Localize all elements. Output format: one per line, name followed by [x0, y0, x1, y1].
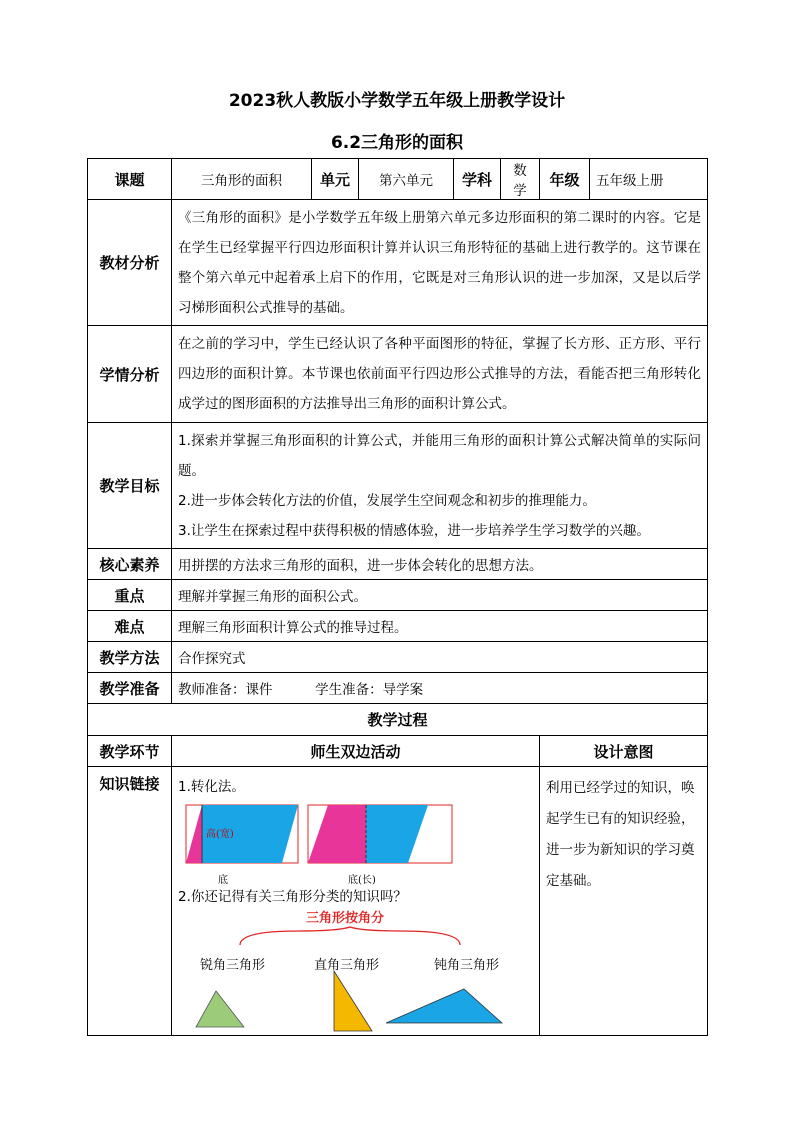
- core-row: [88, 549, 708, 580]
- key-row: [88, 580, 708, 611]
- fig1-base-label: 底: [218, 875, 228, 886]
- method-row: [88, 642, 708, 673]
- topic-value: 三角形的面积: [172, 159, 312, 200]
- grade-label: 年级: [540, 159, 590, 200]
- difficult-text: 理解三角形面积计算公式的推导过程。: [172, 611, 708, 642]
- right-triangle: [334, 971, 372, 1031]
- fig1-pink-triangle: [186, 805, 202, 863]
- grade-value: 五年级上册: [590, 159, 708, 200]
- difficult-label: 难点: [88, 611, 172, 642]
- triangle-classification-figure: [178, 907, 538, 1033]
- unit-value: 第六单元: [359, 159, 454, 200]
- col-activity: 师生双边活动: [172, 736, 540, 767]
- learner-label: 学情分析: [88, 326, 172, 423]
- col-intent: 设计意图: [540, 736, 708, 767]
- fig2-pink-shape: [308, 805, 366, 863]
- method-label: 教学方法: [88, 642, 172, 673]
- prep-row: [88, 673, 708, 704]
- fig2-blue-shape: [366, 805, 428, 863]
- learner-text: 在之前的学习中，学生已经认识了各种平面图形的特征，掌握了长方形、正方形、平行四边形的面积计算。本节课也依前面平行四边形公式推导的方法，看能否把三角形转化成学过的图形面积的方法推导出三角形的面积计算公式。: [172, 326, 708, 423]
- lesson-plan-table: [87, 158, 708, 1036]
- obtuse-label: 钝角三角形: [434, 958, 500, 973]
- intent-text: 利用已经学过的知识，唤起学生已有的知识经验，进一步为新知识的学习奠定基础。: [540, 767, 708, 1036]
- prep-label: 教学准备: [88, 673, 172, 704]
- subject-label: 学科: [454, 159, 501, 200]
- core-label: 核心素养: [88, 549, 172, 580]
- knowledge-row: [88, 767, 708, 1036]
- classify-brace: [240, 927, 460, 945]
- fig2-base-label: 底(长): [348, 875, 376, 886]
- conversion-figures: [178, 799, 546, 889]
- item-conversion: 1.转化法。: [178, 779, 245, 795]
- goal-3: 3.让学生在探索过程中获得积极的情感体验，进一步培养学生学习数学的兴趣。: [178, 522, 650, 539]
- topic-label: 课题: [88, 159, 172, 200]
- process-title: 教学过程: [88, 704, 708, 736]
- acute-label: 锐角三角形: [200, 958, 266, 973]
- learner-row: [88, 326, 708, 423]
- unit-label: 单元: [312, 159, 359, 200]
- method-text: 合作探究式: [172, 642, 708, 673]
- info-row: [88, 159, 708, 200]
- difficult-row: [88, 611, 708, 642]
- core-text: 用拼摆的方法求三角形的面积，进一步体会转化的思想方法。: [172, 549, 708, 580]
- fig1-height-label: 高(宽): [206, 829, 234, 840]
- right-label: 直角三角形: [314, 958, 380, 973]
- goal-2: 2.进一步体会转化方法的价值，发展学生空间观念和初步的推理能力。: [178, 492, 596, 509]
- process-title-row: [88, 704, 708, 736]
- textbook-text: 《三角形的面积》是小学数学五年级上册第六单元多边形面积的第二课时的内容。它是在学生已经掌握平行四边形面积计算并认识三角形特征的基础上进行教学的。这节课在整个第六单元中起着承上启下的作用，它既是对三角形认识的进一步加深，又是以后学习梯形面积公式推导的基础。: [172, 200, 708, 326]
- document-title: 2023秋人教版小学数学五年级上册教学设计: [228, 91, 566, 111]
- key-text: 理解并掌握三角形的面积公式。: [172, 580, 708, 611]
- lesson-title: 6.2三角形的面积: [330, 133, 464, 153]
- prep-student: 学生准备：导学案: [315, 682, 424, 698]
- key-label: 重点: [88, 580, 172, 611]
- textbook-label: 教材分析: [88, 200, 172, 326]
- goals-row: [88, 423, 708, 549]
- obtuse-triangle: [386, 989, 502, 1023]
- goals-label: 教学目标: [88, 423, 172, 549]
- goals-text: [172, 423, 708, 549]
- activity-cell: [172, 767, 540, 1036]
- stage-knowledge: 知识链接: [88, 767, 172, 1036]
- item-classification: 2.你还记得有关三角形分类的知识吗？: [178, 889, 407, 905]
- acute-triangle: [196, 991, 244, 1027]
- subject-value: 数学: [501, 159, 540, 200]
- col-stage: 教学环节: [88, 736, 172, 767]
- textbook-row: [88, 200, 708, 326]
- prep-text: [172, 673, 708, 704]
- goal-1: 1.探索并掌握三角形面积的计算公式，并能用三角形的面积计算公式解决简单的实际问题。: [178, 432, 701, 479]
- process-header-row: [88, 736, 708, 767]
- prep-teacher: 教师准备：课件: [178, 682, 273, 698]
- classify-title: 三角形按角分: [306, 911, 385, 926]
